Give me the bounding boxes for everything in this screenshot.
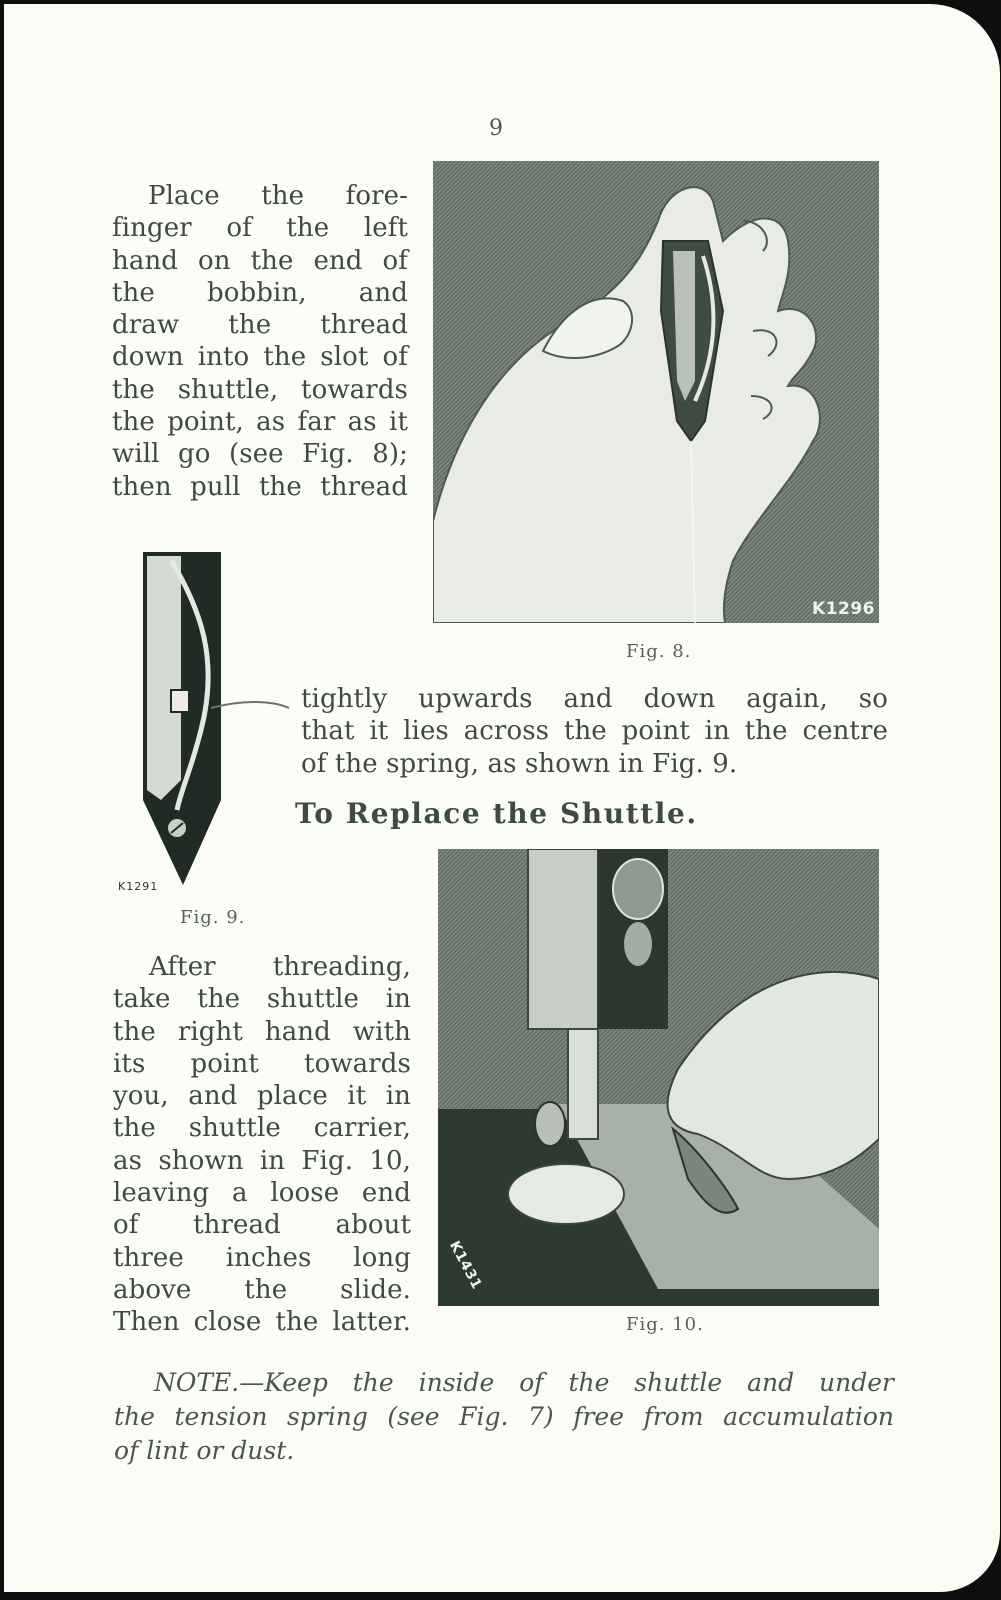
text-line: finger of the left (112, 213, 408, 244)
text-line: that it lies across the point in the centre (301, 716, 888, 747)
text-line: the right hand with (113, 1016, 411, 1047)
text-line: the point, as far as it (112, 407, 408, 438)
text-line: NOTE.—Keep the inside of the shuttle and under (154, 1368, 894, 1397)
manual-page (4, 4, 1000, 1592)
text-line: as shown in Fig. 10, (113, 1145, 411, 1176)
text-line: of lint or dust. (114, 1436, 295, 1465)
text-line: the bobbin, and (112, 277, 408, 308)
text-line: take the shuttle in (113, 984, 411, 1015)
text-line: leaving a loose end (113, 1178, 411, 1209)
text-line: the shuttle carrier, (113, 1113, 411, 1144)
page-number: 9 (489, 116, 503, 141)
figure-8-code: K1296 (812, 599, 875, 619)
text-line: After threading, (149, 952, 411, 982)
section-heading: To Replace the Shuttle. (295, 797, 698, 830)
shuttle-illustration (141, 550, 291, 890)
text-line: of the spring, as shown in Fig. 9. (301, 748, 738, 779)
maintenance-note (114, 1366, 894, 1468)
figure-10-code: K1431 (446, 1238, 485, 1293)
text-line: draw the thread (112, 310, 408, 341)
text-line: you, and place it in (113, 1081, 411, 1112)
text-line: its point towards (113, 1048, 411, 1079)
figure-8-hand-holding-shuttle (433, 161, 879, 623)
text-line: Then close the latter. (113, 1307, 411, 1338)
text-line: above the slide. (113, 1274, 411, 1305)
paragraph-replace-shuttle (113, 951, 411, 1339)
paragraph-thread-continued (301, 683, 888, 780)
text-line: hand on the end of (112, 245, 408, 276)
text-line: will go (see Fig. 8); (112, 439, 408, 470)
hand-shuttle-illustration (433, 161, 879, 623)
figure-9-shuttle (141, 550, 231, 890)
text-line: Place the fore- (148, 181, 408, 211)
figure-8-caption: Fig. 8. (626, 641, 692, 662)
text-line: down into the slot of (112, 342, 408, 373)
sewing-machine-illustration (438, 849, 879, 1306)
text-line: then pull the thread (112, 471, 408, 502)
figure-9-code: K1291 (118, 880, 159, 893)
paragraph-thread-shuttle (112, 180, 408, 503)
text-line: three inches long (113, 1242, 411, 1273)
figure-10-caption: Fig. 10. (626, 1314, 704, 1335)
text-line: the tension spring (see Fig. 7) free from accumulation (114, 1402, 894, 1431)
text-line: of thread about (113, 1210, 411, 1241)
figure-9-caption: Fig. 9. (180, 907, 246, 928)
figure-10-sewing-machine (438, 849, 879, 1306)
text-line: tightly upwards and down again, so (301, 684, 888, 714)
text-line: the shuttle, towards (112, 374, 408, 405)
